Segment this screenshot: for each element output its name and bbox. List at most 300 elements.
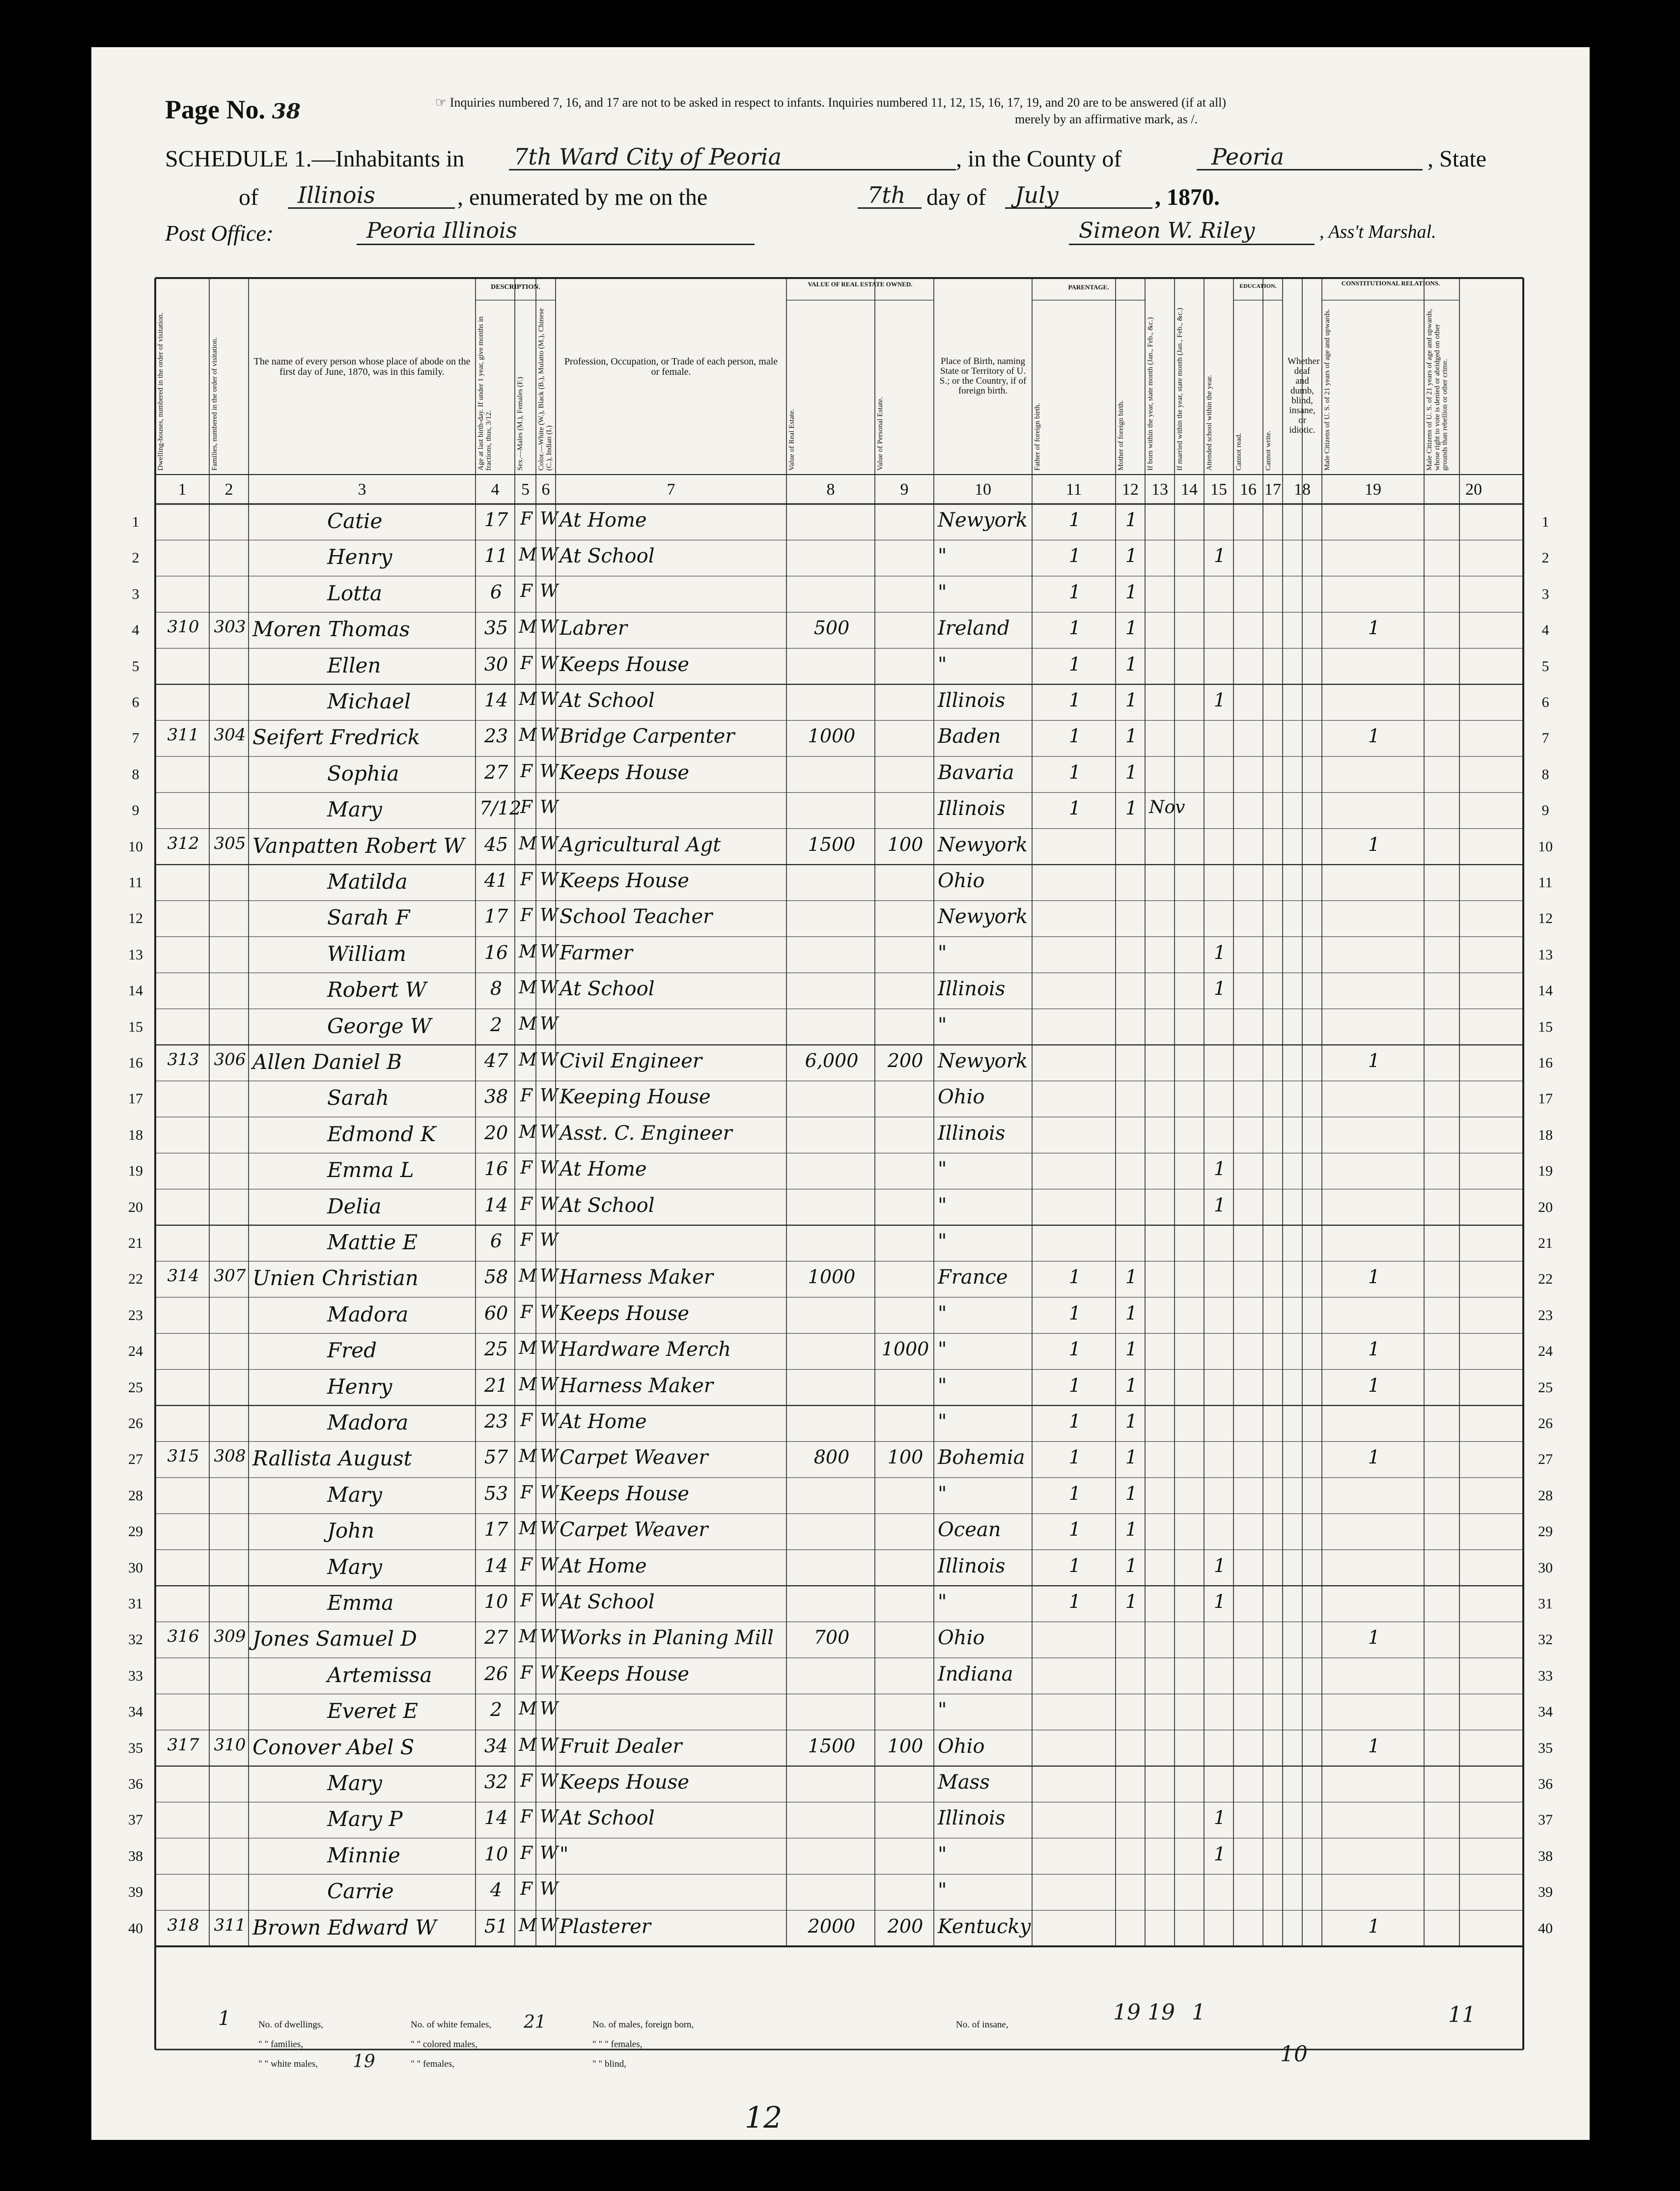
occupation: Carpet Weaver: [560, 1446, 708, 1469]
age: 51: [484, 1915, 508, 1937]
row-number-left: 32: [128, 1631, 143, 1648]
row-number-left: 35: [128, 1740, 143, 1756]
occupation: At School: [560, 1807, 655, 1830]
row-number-right: 11: [1538, 874, 1553, 891]
person-name: Minnie: [327, 1843, 400, 1867]
color: W: [540, 1627, 559, 1647]
school-mark: 1: [1213, 545, 1226, 567]
row-number-left: 24: [128, 1343, 143, 1360]
occupation: At Home: [560, 509, 647, 532]
age: 58: [484, 1266, 508, 1288]
person-name: Carrie: [327, 1879, 394, 1904]
father-foreign-mark: 1: [1068, 725, 1081, 747]
row-number-right: 17: [1538, 1091, 1553, 1107]
mother-foreign-mark: 1: [1125, 1446, 1138, 1468]
row-number-right: 26: [1538, 1415, 1553, 1432]
father-foreign-mark: 1: [1068, 617, 1081, 639]
person-name: Everet E: [327, 1699, 419, 1723]
tally-school: 10: [1280, 2042, 1308, 2067]
sex: F: [520, 870, 532, 890]
person-name: Rallista August: [252, 1446, 412, 1471]
row-number-left: 23: [128, 1307, 143, 1323]
footer-white-males-value: 19: [353, 2051, 375, 2072]
age: 4: [490, 1879, 503, 1901]
county-label: , in the County of: [956, 146, 1122, 172]
school-mark: 1: [1213, 1843, 1226, 1865]
sex: M: [519, 617, 537, 638]
real-estate-value: 800: [813, 1446, 850, 1468]
sex: M: [519, 1735, 537, 1755]
header-c15: Attended school within the year.: [1205, 375, 1213, 471]
personal-estate-value: 200: [887, 1915, 924, 1937]
color: W: [540, 725, 559, 746]
row-number-right: 18: [1538, 1126, 1553, 1143]
father-foreign-mark: 1: [1068, 1446, 1081, 1468]
birthplace: Indiana: [938, 1662, 1013, 1685]
color: W: [540, 1591, 559, 1611]
header-c20: Male Citizens of U. S. of 21 years of age and upwards, whose right to vote is denied or abridged on other grounds than rebellion or other crime.: [1426, 309, 1449, 471]
header-education: EDUCATION.: [1239, 282, 1277, 289]
mother-foreign-mark: 1: [1125, 509, 1138, 531]
real-estate-value: 1000: [808, 725, 856, 747]
person-name: Henry: [327, 1374, 392, 1399]
mother-foreign-mark: 1: [1125, 1374, 1138, 1396]
person-name: Seifert Fredrick: [252, 725, 420, 750]
occupation: At Home: [560, 1158, 647, 1181]
sex: M: [519, 545, 537, 565]
age: 57: [484, 1446, 508, 1468]
header-c17: Cannot write.: [1264, 430, 1272, 471]
row-number-left: 33: [128, 1667, 143, 1684]
father-foreign-mark: 1: [1068, 797, 1081, 819]
birthplace: Baden: [938, 725, 1001, 748]
citizen-mark: 1: [1368, 617, 1380, 639]
sex: F: [520, 1879, 532, 1900]
family-number: 310: [214, 1735, 246, 1755]
row-number-left: 2: [132, 550, 140, 566]
citizen-mark: 1: [1368, 725, 1380, 747]
column-number: 9: [900, 480, 909, 499]
marshal-name: Simeon W. Riley: [1079, 218, 1255, 243]
row-number-right: 38: [1538, 1848, 1553, 1864]
row-number-right: 2: [1541, 550, 1549, 566]
age: 23: [484, 725, 508, 747]
row-number-right: 23: [1538, 1307, 1553, 1323]
row-number-left: 20: [128, 1199, 143, 1215]
header-c3: The name of every person whose place of abode on the first day of June, 1870, was in this family.: [253, 356, 471, 377]
birthplace: Illinois: [938, 689, 1006, 712]
age: 10: [484, 1843, 508, 1865]
age: 14: [484, 1554, 508, 1576]
occupation: At School: [560, 1194, 655, 1217]
birthplace: ": [938, 1302, 947, 1325]
age: 16: [484, 1158, 508, 1180]
row-number-right: 39: [1538, 1884, 1553, 1901]
color: W: [540, 689, 559, 709]
family-number: 305: [214, 833, 246, 853]
row-number-right: 13: [1538, 946, 1553, 963]
header-c12: Mother of foreign birth.: [1117, 400, 1125, 471]
person-name: Allen Daniel B: [252, 1050, 402, 1074]
father-foreign-mark: 1: [1068, 653, 1081, 675]
real-estate-value: 1500: [808, 833, 856, 855]
mother-foreign-mark: 1: [1125, 1302, 1138, 1324]
sex: M: [519, 689, 537, 709]
school-mark: 1: [1213, 978, 1226, 1000]
family-number: 311: [214, 1915, 246, 1935]
person-name: Artemissa: [327, 1662, 432, 1687]
occupation: Plasterer: [560, 1915, 651, 1938]
school-mark: 1: [1213, 1591, 1226, 1612]
person-name: Catie: [327, 509, 383, 533]
mother-foreign-mark: 1: [1125, 581, 1138, 603]
post-office-label: Post Office:: [165, 221, 274, 246]
row-number-right: 35: [1538, 1740, 1553, 1756]
age: 14: [484, 689, 508, 711]
row-number-right: 4: [1541, 622, 1549, 639]
row-number-left: 10: [128, 838, 143, 855]
header-c9: Value of Personal Estate.: [876, 397, 884, 471]
row-number-left: 6: [132, 694, 140, 710]
sex: F: [520, 1591, 532, 1611]
sex: F: [520, 1771, 532, 1791]
column-number: 12: [1122, 480, 1139, 499]
color: W: [540, 1230, 559, 1250]
father-foreign-mark: 1: [1068, 581, 1081, 603]
sex: F: [520, 1194, 532, 1214]
header-c6: Color.—White (W.), Black (B.), Mulatto (M.), Chinese (C.), Indian (I.): [537, 308, 553, 471]
person-name: Mary: [327, 1482, 382, 1507]
column-number: 14: [1181, 480, 1198, 499]
person-name: Mary: [327, 1771, 382, 1795]
age: 21: [484, 1374, 508, 1396]
row-number-left: 5: [132, 658, 140, 674]
birthplace: Ohio: [938, 870, 985, 892]
color: W: [540, 761, 559, 782]
real-estate-value: 1000: [808, 1266, 856, 1288]
mother-foreign-mark: 1: [1125, 725, 1138, 747]
tally-citizens: 11: [1448, 2002, 1476, 2027]
row-number-right: 28: [1538, 1487, 1553, 1504]
school-mark: 1: [1213, 1807, 1226, 1829]
birthplace: ": [938, 1410, 947, 1433]
father-foreign-mark: 1: [1068, 509, 1081, 531]
sex: F: [520, 653, 532, 674]
dwelling-number: 311: [167, 725, 199, 745]
age: 6: [490, 581, 503, 603]
sex: F: [520, 1662, 532, 1683]
sex: F: [520, 1807, 532, 1827]
column-number: 5: [521, 480, 530, 499]
personal-estate-value: 100: [887, 1735, 924, 1757]
occupation: Keeps House: [560, 1302, 689, 1325]
school-mark: 1: [1213, 689, 1226, 711]
birthplace: ": [938, 1194, 947, 1217]
row-number-right: 33: [1538, 1667, 1553, 1684]
color: W: [540, 545, 559, 565]
sex: M: [519, 1374, 537, 1395]
person-name: Mattie E: [327, 1230, 418, 1254]
person-name: Emma L: [327, 1158, 414, 1182]
footer-insane: No. of insane,: [956, 2020, 1008, 2030]
column-number: 2: [224, 480, 233, 499]
person-name: Henry: [327, 545, 392, 569]
row-number-right: 24: [1538, 1343, 1553, 1360]
real-estate-value: 700: [813, 1627, 850, 1649]
age: 2: [490, 1013, 503, 1036]
county-value: Peoria: [1211, 143, 1284, 170]
header-c1: Dwelling-houses, numbered in the order of visitation.: [157, 312, 165, 471]
sex: F: [520, 1482, 532, 1503]
sex: F: [520, 1086, 532, 1106]
person-name: John: [327, 1518, 375, 1543]
birthplace: Newyork: [938, 833, 1028, 856]
real-estate-value: 500: [813, 617, 850, 639]
citizen-mark: 1: [1368, 833, 1380, 855]
header-c19: Male Citizens of U. S. of 21 years of age and upwards.: [1323, 309, 1331, 471]
birthplace: ": [938, 1879, 947, 1902]
father-foreign-mark: 1: [1068, 1266, 1081, 1288]
tally-parentage: 19 19: [1113, 2000, 1175, 2025]
row-number-left: 25: [128, 1379, 143, 1396]
column-number: 15: [1210, 480, 1227, 499]
school-mark: 1: [1213, 1194, 1226, 1216]
age: 38: [484, 1086, 508, 1108]
day-value: 7th: [868, 182, 906, 208]
person-name: Sarah: [327, 1086, 389, 1110]
occupation: Fruit Dealer: [560, 1735, 682, 1758]
real-estate-value: 1500: [808, 1735, 856, 1757]
color: W: [540, 1699, 559, 1719]
birthplace: Bohemia: [938, 1446, 1025, 1469]
state-value: Illinois: [298, 182, 375, 208]
footer-colored-males: " " colored males,: [411, 2039, 477, 2050]
occupation: Civil Engineer: [560, 1050, 702, 1072]
father-foreign-mark: 1: [1068, 1518, 1081, 1541]
header-c2: Families, numbered in the order of visitation.: [211, 337, 219, 471]
mother-foreign-mark: 1: [1125, 1338, 1138, 1360]
father-foreign-mark: 1: [1068, 1410, 1081, 1432]
row-number-left: 19: [128, 1163, 143, 1180]
header-c5: Sex.—Males (M.), Females (F.): [516, 377, 524, 471]
person-name: Jones Samuel D: [252, 1627, 417, 1651]
person-name: Sophia: [327, 761, 399, 786]
row-number-left: 8: [132, 766, 140, 783]
person-name: Matilda: [327, 870, 408, 894]
header-c16: Cannot read.: [1235, 433, 1243, 471]
birthplace: ": [938, 1591, 947, 1613]
row-number-left: 27: [128, 1451, 143, 1468]
school-mark: 1: [1213, 1158, 1226, 1180]
mother-foreign-mark: 1: [1125, 1482, 1138, 1504]
birthplace: Illinois: [938, 1122, 1006, 1145]
tally-col1: 1: [218, 2007, 231, 2030]
age: 27: [484, 761, 508, 783]
occupation: Hardware Merch: [560, 1338, 731, 1361]
age: 26: [484, 1662, 508, 1685]
person-name: Fred: [327, 1338, 377, 1363]
post-office-value: Peoria Illinois: [366, 218, 517, 243]
mother-foreign-mark: 1: [1125, 689, 1138, 711]
person-name: Edmond K: [327, 1122, 436, 1146]
person-name: Lotta: [327, 581, 382, 605]
occupation: ": [560, 1843, 569, 1866]
birthplace: Mass: [938, 1771, 990, 1794]
mother-foreign-mark: 1: [1125, 545, 1138, 567]
header-c8: Value of Real Estate.: [788, 409, 796, 471]
birthplace: Illinois: [938, 1554, 1006, 1577]
row-number-left: 11: [128, 874, 143, 891]
father-foreign-mark: 1: [1068, 1374, 1081, 1396]
row-number-right: 37: [1538, 1812, 1553, 1828]
person-name: Emma: [327, 1591, 394, 1615]
birthplace: ": [938, 581, 947, 604]
sex: M: [519, 1518, 537, 1539]
sex: F: [520, 1230, 532, 1250]
occupation: School Teacher: [560, 905, 713, 928]
row-number-left: 14: [128, 983, 143, 999]
column-number: 7: [667, 480, 675, 499]
mother-foreign-mark: 1: [1125, 1591, 1138, 1612]
color: W: [540, 1194, 559, 1214]
color: W: [540, 1158, 559, 1179]
birthplace: Ohio: [938, 1735, 985, 1758]
header-c14: If married within the year, state month (Jan., Feb., &c.): [1176, 308, 1184, 471]
row-number-right: 8: [1541, 766, 1549, 783]
age: 17: [484, 905, 508, 927]
page-mark: 12: [745, 2101, 783, 2135]
footer-col-females: " " " females,: [592, 2039, 643, 2050]
age: 23: [484, 1410, 508, 1432]
color: W: [540, 1771, 559, 1791]
row-number-right: 34: [1538, 1704, 1553, 1720]
footer-females: " " females,: [411, 2059, 454, 2069]
color: W: [540, 1807, 559, 1827]
age: 27: [484, 1627, 508, 1649]
color: W: [540, 617, 559, 638]
person-name: Ellen: [327, 653, 381, 677]
row-number-left: 34: [128, 1704, 143, 1720]
occupation: Keeps House: [560, 1662, 689, 1685]
header-c4: Age at last birth-day. If under 1 year, give months in fractions, thus, 3/12.: [477, 316, 493, 471]
person-name: Madora: [327, 1302, 409, 1326]
color: W: [540, 905, 559, 926]
row-number-left: 16: [128, 1055, 143, 1071]
header-c7: Profession, Occupation, or Trade of each person, male or female.: [564, 356, 778, 377]
header-c13: If born within the year, state month (Jan., Feb., &c.): [1147, 317, 1154, 471]
row-number-right: 14: [1538, 983, 1553, 999]
age: 14: [484, 1807, 508, 1829]
color: W: [540, 870, 559, 890]
row-number-right: 16: [1538, 1055, 1553, 1071]
color: W: [540, 1086, 559, 1106]
column-number: 4: [491, 480, 500, 499]
column-number: 6: [541, 480, 550, 499]
dwelling-number: 318: [167, 1915, 199, 1935]
footer-white-males: " " white males,: [258, 2059, 318, 2069]
dwelling-number: 312: [167, 833, 199, 853]
color: W: [540, 1482, 559, 1503]
age: 8: [490, 978, 503, 1000]
sex: M: [519, 1915, 537, 1936]
occupation: At School: [560, 978, 655, 1001]
mother-foreign-mark: 1: [1125, 1518, 1138, 1541]
header-c10: Place of Birth, naming State or Territory of U. S.; or the Country, if of foreign birth.: [939, 356, 1027, 396]
citizen-mark: 1: [1368, 1446, 1380, 1468]
citizen-mark: 1: [1368, 1266, 1380, 1288]
row-number-right: 7: [1541, 730, 1549, 747]
row-number-left: 37: [128, 1812, 143, 1828]
occupation: Agricultural Agt: [560, 833, 721, 856]
personal-estate-value: 100: [887, 833, 924, 855]
sex: M: [519, 1446, 537, 1467]
footer-white-females: No. of white females,: [411, 2020, 492, 2030]
person-name: Sarah F: [327, 905, 410, 930]
occupation: Keeps House: [560, 761, 689, 784]
color: W: [540, 1302, 559, 1322]
state-label: , State: [1428, 146, 1486, 172]
age: 14: [484, 1194, 508, 1216]
occupation: Asst. C. Engineer: [560, 1122, 732, 1145]
personal-estate-value: 200: [887, 1050, 924, 1071]
occupation: Keeps House: [560, 870, 689, 892]
row-number-right: 15: [1538, 1018, 1553, 1035]
dwelling-number: 314: [167, 1266, 199, 1286]
color: W: [540, 1915, 559, 1936]
color: W: [540, 941, 559, 962]
row-number-right: 32: [1538, 1631, 1553, 1648]
row-number-left: 15: [128, 1018, 143, 1035]
color: W: [540, 1266, 559, 1287]
father-foreign-mark: 1: [1068, 545, 1081, 567]
person-name: Mary: [327, 797, 382, 822]
color: W: [540, 581, 559, 601]
age: 34: [484, 1735, 508, 1757]
school-mark: 1: [1213, 941, 1226, 963]
occupation: Farmer: [560, 941, 633, 964]
color: W: [540, 1338, 559, 1359]
color: W: [540, 1410, 559, 1431]
mother-foreign-mark: 1: [1125, 653, 1138, 675]
sex: F: [520, 1554, 532, 1575]
marshal-label: , Ass't Marshal.: [1319, 222, 1436, 242]
person-name: George W: [327, 1013, 432, 1038]
row-number-right: 20: [1538, 1199, 1553, 1215]
birthplace: ": [938, 1158, 947, 1181]
sex: F: [520, 1302, 532, 1322]
sex: M: [519, 725, 537, 746]
age: 17: [484, 1518, 508, 1541]
row-number-right: 22: [1538, 1271, 1553, 1288]
occupation: At School: [560, 545, 655, 568]
row-number-left: 7: [132, 730, 140, 747]
inquiry-note-1: ☞ Inquiries numbered 7, 16, and 17 are not to be asked in respect to infants. Inquiries numbered 11, 12, 15, 16, 17, 19, and 20 are to be answered (if at all): [435, 95, 1227, 110]
month-value: July: [1015, 182, 1059, 208]
sex: F: [520, 581, 532, 601]
row-number-left: 39: [128, 1884, 143, 1901]
father-foreign-mark: 1: [1068, 1302, 1081, 1324]
age: 2: [490, 1699, 503, 1721]
row-number-left: 18: [128, 1126, 143, 1143]
row-number-right: 1: [1541, 514, 1549, 530]
sex: M: [519, 1627, 537, 1647]
year-label: , 1870.: [1155, 184, 1220, 210]
occupation: Bridge Carpenter: [560, 725, 735, 748]
father-foreign-mark: 1: [1068, 1554, 1081, 1576]
father-foreign-mark: 1: [1068, 689, 1081, 711]
age: 53: [484, 1482, 508, 1504]
birthplace: ": [938, 545, 947, 568]
